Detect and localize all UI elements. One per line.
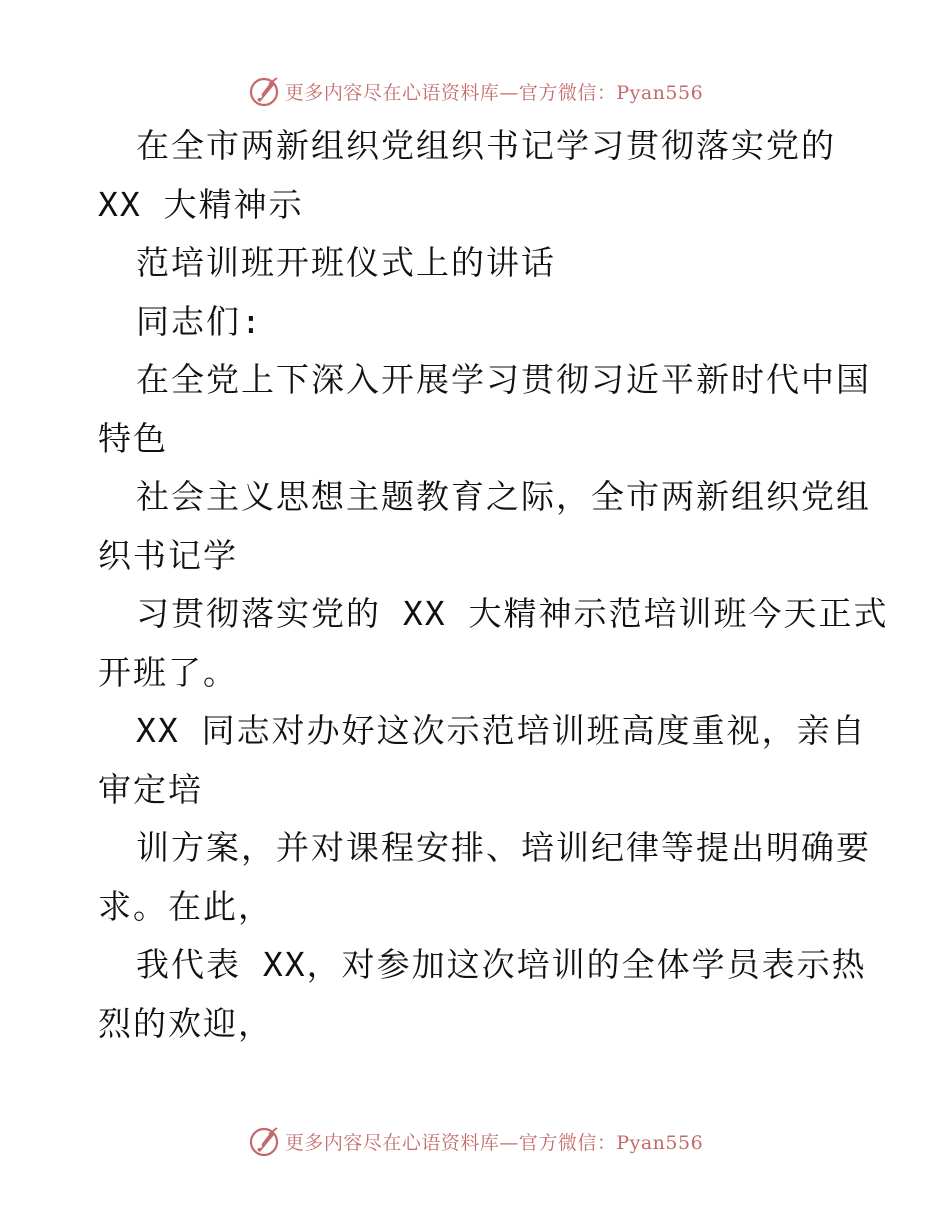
text-line: 开班了。 [98,652,238,692]
watermark-text: 更多内容尽在心语资料库—官方微信：Pyan556 [284,81,704,104]
text-line: 在全市两新组织党组织书记学习贯彻落实党的 [136,126,836,165]
text-line: 特色 [98,418,168,458]
text-line: 织书记学 [98,535,238,575]
document-body [98,117,889,1053]
footer-watermark [0,1121,950,1161]
text-line: 我代表 XX，对参加这次培训的全体学员表示热 [136,945,867,984]
text-line: 在全党上下深入开展学习贯彻习近平新时代中国 [136,360,871,399]
text-line: 审定培 [98,769,203,809]
text-line: 范培训班开班仪式上的讲话 [136,243,556,282]
text-line: XX 大精神示 [98,184,304,224]
text-line: 同志们: [136,301,263,341]
text-line: 社会主义思想主题教育之际，全市两新组织党组 [136,477,871,516]
text-line: 烈的欢迎， [98,1003,273,1043]
text-line: 习贯彻落实党的 XX 大精神示范培训班今天正式 [136,594,889,633]
header-watermark [0,71,950,111]
text-line: 训方案，并对课程安排、培训纪律等提出明确要 [136,828,871,867]
text-line: 求。在此， [98,886,273,926]
text-line: XX 同志对办好这次示范培训班高度重视，亲自 [136,711,867,750]
watermark-text: 更多内容尽在心语资料库—官方微信：Pyan556 [284,1131,704,1154]
quill-pen-icon [247,74,281,108]
quill-pen-icon [247,1124,281,1158]
